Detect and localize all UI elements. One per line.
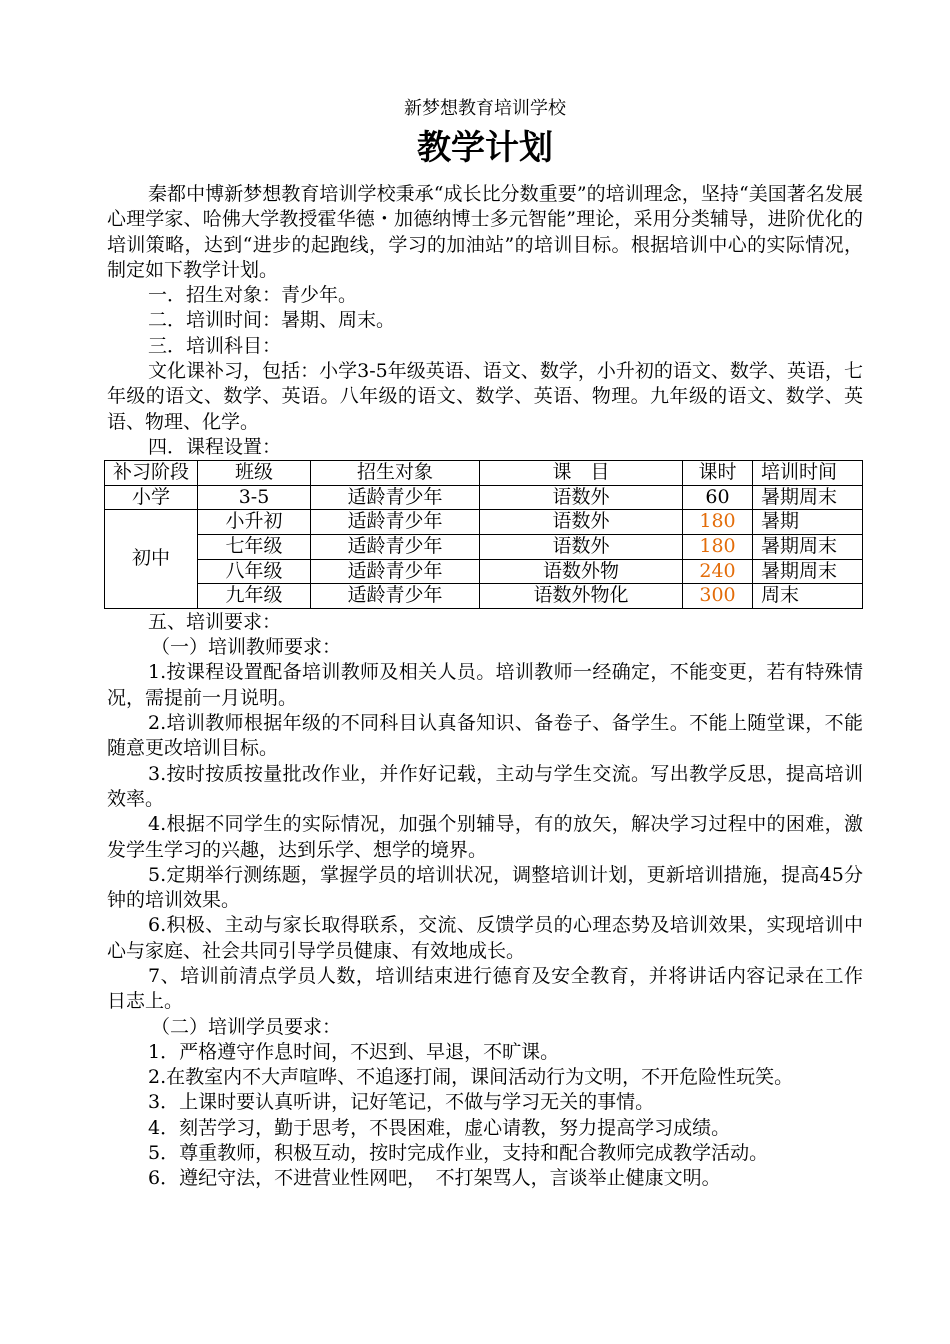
subjects-cell: 语数外物化 <box>480 584 683 609</box>
section-course-heading: 四．课程设置： <box>148 435 282 458</box>
teacher-requirement-item: 3.按时按质按量批改作业，并作好记载，主动与学生交流。写出教学反思，提高培训效率。 <box>107 762 863 810</box>
table-header: 课 目 <box>480 461 683 486</box>
intro-paragraph: 秦都中博新梦想教育培训学校秉承“成长比分数重要”的培训理念，坚持“美国著名发展心理学家、哈佛大学教授霍华德・加德纳博士多元智能”理论，采用分类辅导，进阶优化的培训策略，达到“进步的起跑线，学习的加油站”的培训目标。根据培训中心的实际情况，制定如下教学计划。 <box>107 183 863 281</box>
table-header: 补习阶段 <box>105 461 198 486</box>
target-cell: 适龄青少年 <box>311 584 480 609</box>
section-training-time: 二．培训时间：暑期、周末。 <box>148 309 396 332</box>
grade-cell: 七年级 <box>198 535 311 560</box>
student-requirement-item: 1．严格遵守作息时间，不迟到、早退，不旷课。 <box>148 1040 560 1063</box>
time-cell: 暑期 <box>753 510 863 535</box>
time-cell: 暑期周末 <box>753 535 863 560</box>
student-requirement-item: 6．遵纪守法，不进营业性网吧， 不打架骂人，言谈举止健康文明。 <box>148 1167 721 1190</box>
target-cell: 适龄青少年 <box>311 559 480 584</box>
teacher-requirements-heading: （一）培训教师要求： <box>151 636 342 659</box>
table-header: 班级 <box>198 461 311 486</box>
section-enrollment: 一．招生对象：青少年。 <box>148 284 358 307</box>
teacher-requirement-item: 1.按课程设置配备培训教师及相关人员。培训教师一经确定，不能变更，若有特殊情况，需提前一月说明。 <box>107 661 863 709</box>
time-cell: 暑期周末 <box>753 559 863 584</box>
teacher-requirement-item: 6.积极、主动与家长取得联系，交流、反馈学员的心理态势及培训效果，实现培训中心与家庭、社会共同引导学员健康、有效地成长。 <box>107 914 863 962</box>
subjects-cell: 语数外物 <box>480 559 683 584</box>
hours-cell: 240 <box>683 559 753 584</box>
hours-cell: 180 <box>683 510 753 535</box>
table-header-row <box>105 461 863 486</box>
hours-cell: 300 <box>683 584 753 609</box>
grade-cell: 小升初 <box>198 510 311 535</box>
document-title: 教学计划 <box>417 128 553 168</box>
section-subjects-heading: 三．培训科目： <box>148 334 282 357</box>
student-requirement-item: 5．尊重教师，积极互动，按时完成作业，支持和配合教师完成教学活动。 <box>148 1142 769 1165</box>
table-row <box>105 485 863 510</box>
stage-cell: 小学 <box>105 485 198 510</box>
table-header: 课时 <box>683 461 753 486</box>
teacher-requirement-item: 4.根据不同学生的实际情况，加强个别辅导，有的放矢，解决学习过程中的困难，激发学生学习的兴趣，达到乐学、想学的境界。 <box>107 813 863 861</box>
time-cell: 周末 <box>753 584 863 609</box>
table-row <box>105 559 863 584</box>
course-table <box>104 460 863 609</box>
document-page <box>107 96 863 1192</box>
table-header: 培训时间 <box>753 461 863 486</box>
grade-cell: 九年级 <box>198 584 311 609</box>
teacher-requirement-item: 2.培训教师根据年级的不同科目认真备知识、备卷子、备学生。不能上随堂课，不能随意更改培训目标。 <box>107 712 863 760</box>
hours-cell: 60 <box>683 485 753 510</box>
subjects-cell: 语数外 <box>480 535 683 560</box>
student-requirement-item: 3．上课时要认真听讲，记好笔记，不做与学习无关的事情。 <box>148 1091 655 1114</box>
student-requirements-heading: （二）培训学员要求： <box>151 1015 342 1038</box>
table-row <box>105 535 863 560</box>
subjects-cell: 语数外 <box>480 510 683 535</box>
teacher-requirement-item: 5.定期举行测练题，掌握学员的培训状况，调整培训计划，更新培训措施，提高45分钟的培训效果。 <box>107 863 863 912</box>
requirements-heading: 五、培训要求： <box>148 610 282 633</box>
table-row <box>105 510 863 535</box>
table-header: 招生对象 <box>311 461 480 486</box>
student-requirement-item: 2.在教室内不大声喧哗、不追逐打闹，课间活动行为文明，不开危险性玩笑。 <box>148 1066 794 1089</box>
school-name: 新梦想教育培训学校 <box>404 98 566 119</box>
section-subjects-body: 文化课补习，包括：小学3-5年级英语、语文、数学，小升初的语文、数学、英语，七年级的语文、数学、英语。八年级的语文、数学、英语、物理。九年级的语文、数学、英语、物理、化学。 <box>107 360 863 433</box>
stage-cell: 初中 <box>105 510 198 608</box>
hours-cell: 180 <box>683 535 753 560</box>
table-row <box>105 584 863 609</box>
student-requirement-item: 4．刻苦学习，勤于思考，不畏困难，虚心请教，努力提高学习成绩。 <box>148 1116 731 1139</box>
target-cell: 适龄青少年 <box>311 510 480 535</box>
target-cell: 适龄青少年 <box>311 485 480 510</box>
target-cell: 适龄青少年 <box>311 535 480 560</box>
grade-cell: 3-5 <box>198 485 311 510</box>
teacher-requirement-item: 7、培训前清点学员人数，培训结束进行德育及安全教育，并将讲话内容记录在工作日志上。 <box>107 964 863 1013</box>
grade-cell: 八年级 <box>198 559 311 584</box>
subjects-cell: 语数外 <box>480 485 683 510</box>
time-cell: 暑期周末 <box>753 485 863 510</box>
